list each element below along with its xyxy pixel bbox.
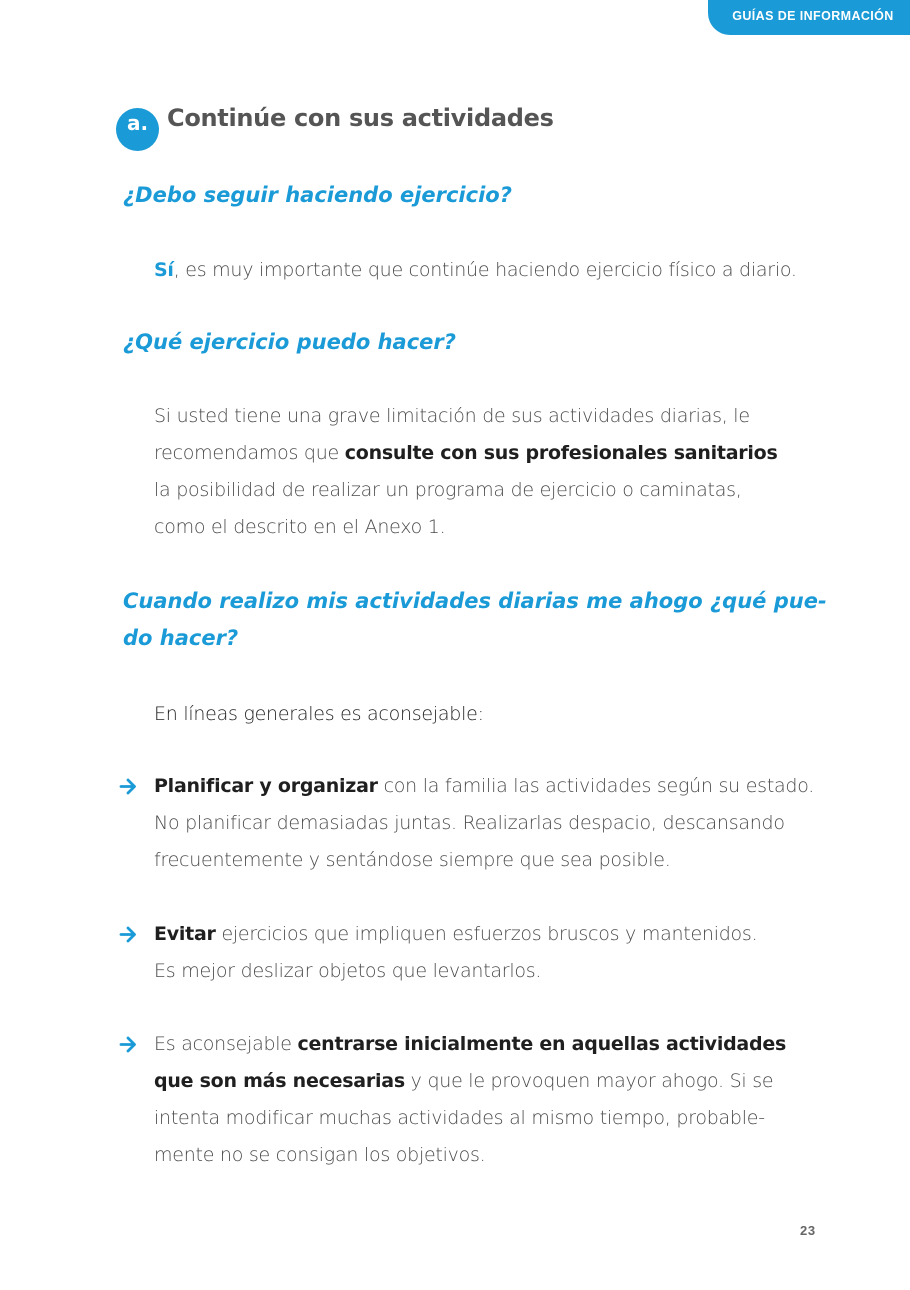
- answer-line-text: recomendamos que: [154, 442, 345, 464]
- arrow-right-icon: [118, 768, 140, 805]
- page-number: 23: [800, 1223, 816, 1238]
- answer-line: la posibilidad de realizar un programa de ejercicio o caminatas,: [154, 479, 742, 501]
- question-exercise: ¿Debo seguir haciendo ejercicio?: [123, 183, 512, 207]
- answer-exercise: [154, 252, 834, 289]
- arrow-right-icon: [118, 1026, 140, 1063]
- answer-line: Si usted tiene una grave limitación de sus actividades diarias, le: [154, 405, 750, 427]
- bullet-item-focus: [154, 1026, 834, 1174]
- arrow-right-icon: [118, 916, 140, 953]
- answer-yes: Sí: [154, 259, 174, 281]
- bullet-item-avoid: [154, 916, 834, 990]
- section-title: Continúe con sus actividades: [167, 104, 554, 132]
- question-shortness-of-breath: [123, 583, 827, 657]
- bullet-line-text: Es aconsejable: [154, 1033, 298, 1055]
- bullet-line-text: y que le provoquen mayor ahogo. Si se: [404, 1070, 774, 1092]
- bullet-bold-phrase: que son más necesarias: [154, 1070, 405, 1092]
- bullet-line: Es mejor deslizar objetos que levantarlos.: [154, 960, 542, 982]
- answer-line: como el descrito en el Anexo 1.: [154, 516, 446, 538]
- bullet-line: [154, 768, 834, 805]
- bullet-line: [154, 1026, 834, 1063]
- bullet-item-plan: [154, 768, 834, 879]
- bullet-line: mente no se consigan los objetivos.: [154, 1144, 486, 1166]
- answer-which-exercise: [154, 398, 834, 546]
- bullet-line: No planificar demasiadas juntas. Realizarlas despacio, descansando: [154, 812, 785, 834]
- section-badge-letter: a.: [126, 110, 149, 135]
- bullet-line: [154, 916, 834, 953]
- question-line: Cuando realizo mis actividades diarias me ahogo ¿qué pue-: [123, 589, 827, 613]
- intro-text: En líneas generales es aconsejable:: [154, 703, 484, 725]
- answer-bold-phrase: consulte con sus profesionales sanitarios: [344, 442, 778, 464]
- bullet-line-text: con la familia las actividades según su estado.: [377, 775, 815, 797]
- bullet-line: frecuentemente y sentándose siempre que sea posible.: [154, 849, 671, 871]
- bullet-bold-phrase: centrarse inicialmente en aquellas actividades: [297, 1033, 787, 1055]
- bullet-line: intenta modificar muchas actividades al mismo tiempo, probable-: [154, 1107, 765, 1129]
- answer-exercise-text: , es muy importante que continúe haciendo ejercicio físico a diario.: [173, 259, 797, 281]
- bullet-line: [154, 1063, 834, 1100]
- question-which-exercise: ¿Qué ejercicio puedo hacer?: [123, 330, 456, 354]
- bullet-bold-phrase: Planificar y organizar: [154, 775, 378, 797]
- header-tab-label: GUÍAS DE INFORMACIÓN: [732, 8, 894, 23]
- question-line: do hacer?: [123, 626, 239, 650]
- bullet-bold-phrase: Evitar: [154, 923, 216, 945]
- answer-line: [154, 435, 834, 472]
- header-tab: [708, 0, 910, 35]
- bullet-line-text: ejercicios que impliquen esfuerzos bruscos y mantenidos.: [215, 923, 758, 945]
- section-badge: [116, 108, 159, 151]
